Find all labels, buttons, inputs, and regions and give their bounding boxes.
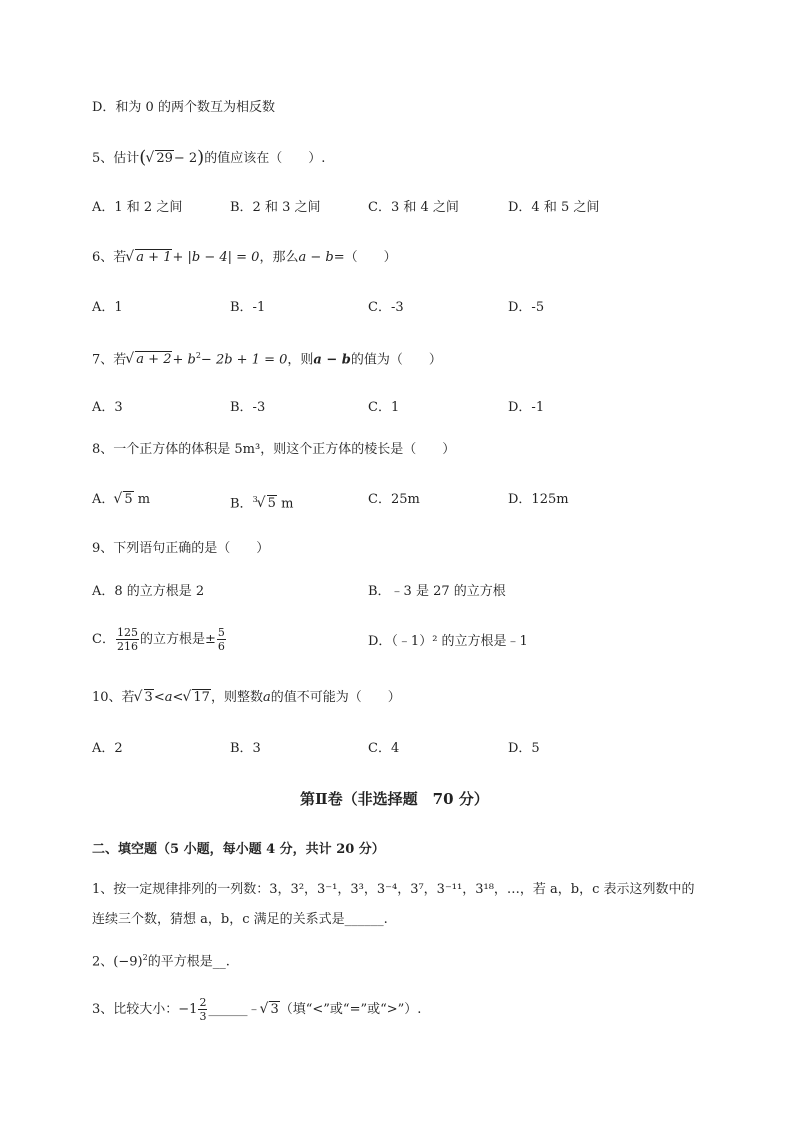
q8-option-c: C．25m <box>368 492 420 507</box>
q6-expr: a − b <box>298 250 334 265</box>
q5-option-d: D．4 和 5 之间 <box>508 200 600 215</box>
q6-option-c: C．-3 <box>368 300 404 315</box>
fill-1-line-2: 连续三个数，猜想 a，b，c 满足的关系式是______. <box>92 912 388 927</box>
f3-prefix: 3、比较大小： <box>92 1002 179 1017</box>
f3-suffix: （填“<”或“=”或“>”）. <box>279 1002 422 1017</box>
q8-b-unit: m <box>276 496 294 512</box>
q8-b-index: 3 <box>252 495 258 504</box>
q9-c-fraction2 <box>217 626 226 653</box>
q4-option-d: D．和为 0 的两个数互为相反数 <box>92 100 275 115</box>
section-2-title: 第Ⅱ卷（非选择题 70 分） <box>300 790 489 808</box>
q7-suffix: 的值为（ ） <box>350 352 442 368</box>
f2-exp: 2 <box>142 953 148 962</box>
q10-option-b: B．3 <box>230 741 261 756</box>
f3-den: 3 <box>199 1010 207 1023</box>
f3-num: 2 <box>199 996 207 1009</box>
q8-b-radicand: 5 <box>267 496 276 512</box>
f2-base: (−9) <box>113 954 143 970</box>
section-2-subtitle: 二、填空题（5 小题，每小题 4 分，共计 20 分） <box>92 842 385 857</box>
f3-fraction <box>198 996 207 1023</box>
q9-c-num2: 5 <box>217 626 225 639</box>
q6-option-b: B．-1 <box>230 300 266 315</box>
q7-rest-b: − 2b + 1 = 0 <box>200 352 288 368</box>
q9-c-den: 216 <box>116 640 138 653</box>
q8-option-a <box>92 490 150 510</box>
f3-radicand: 3 <box>270 1002 279 1017</box>
question-5 <box>92 148 325 169</box>
q5-radicand: 29 <box>156 151 173 166</box>
q7-then: ，则 <box>287 352 314 368</box>
q8-a-sqrt <box>114 490 133 510</box>
q8-b-prefix: B． <box>230 496 253 512</box>
q8-option-b <box>230 490 293 514</box>
q9-c-den2: 6 <box>217 640 225 653</box>
q7-exponent: 2 <box>195 351 201 360</box>
q6-option-d: D．-5 <box>508 300 545 315</box>
q10-suffix: ，则整数 <box>210 690 263 705</box>
f3-blank: ______ <box>208 1002 248 1017</box>
question-8: 8、一个正方体的体积是 5m³，则这个正方体的棱长是（ ） <box>92 442 456 457</box>
q10-sqrt2 <box>183 688 211 708</box>
question-9: 9、下列语句正确的是（ ） <box>92 541 270 556</box>
q10-option-a: A．2 <box>92 741 123 756</box>
q10-var: a <box>164 690 173 705</box>
q5-option-c: C．3 和 4 之间 <box>368 200 459 215</box>
question-7 <box>92 346 442 370</box>
q5-close-paren: ) <box>197 147 205 168</box>
q9-option-c <box>92 626 227 653</box>
q10-var2: a <box>262 690 271 705</box>
q5-minus-two: − 2 <box>173 151 198 166</box>
q9-c-mid: 的立方根是± <box>139 632 216 647</box>
q9-c-prefix: C． <box>92 632 115 647</box>
fill-2 <box>92 948 230 972</box>
q8-a-unit: m <box>133 492 151 507</box>
f2-suffix: 的平方根是__. <box>147 954 230 970</box>
q5-sqrt <box>146 149 174 169</box>
q8-a-radicand: 5 <box>124 492 133 507</box>
q6-sqrt <box>126 248 172 268</box>
q6-middle: + |b − 4| = 0 <box>172 250 260 265</box>
q5-open-paren: ( <box>139 147 147 168</box>
q7-rest-a: + b <box>172 352 196 368</box>
f3-sqrt <box>260 1000 279 1020</box>
q6-then: ，那么 <box>259 250 299 265</box>
q10-radicand1: 3 <box>144 690 153 705</box>
fill-1-line-1: 1、按一定规律排列的一列数：3，3²，3⁻¹，3³，3⁻⁴，3⁷，3⁻¹¹，3¹⁸，…，若 a，b，c 表示这列数中的 <box>92 882 695 897</box>
q10-prefix: 10、若 <box>92 690 135 705</box>
q9-option-b: B．﹣3 是 27 的立方根 <box>368 584 506 599</box>
q9-option-a: A．8 的立方根是 2 <box>92 584 205 599</box>
q8-b-sqrt <box>258 494 277 514</box>
q5-suffix: 的值应该在（ ）. <box>204 151 326 166</box>
q5-option-b: B．2 和 3 之间 <box>230 200 321 215</box>
f2-prefix: 2、 <box>92 954 114 970</box>
q10-option-c: C．4 <box>368 741 400 756</box>
q6-suffix: =（ ） <box>333 250 397 265</box>
q9-option-d: D．（﹣1）² 的立方根是﹣1 <box>368 634 528 649</box>
q8-a-prefix: A． <box>92 492 115 507</box>
q5-option-a: A．1 和 2 之间 <box>92 200 183 215</box>
q7-option-c: C．1 <box>368 400 400 415</box>
q9-c-fraction <box>116 626 139 653</box>
q7-prefix: 7、若 <box>92 352 127 368</box>
q10-lt1: < <box>153 690 165 705</box>
q10-sqrt1 <box>135 688 154 708</box>
q7-sqrt <box>126 350 172 370</box>
fill-3 <box>92 996 421 1023</box>
q10-radicand2: 17 <box>193 690 210 705</box>
f3-minus: ﹣ <box>247 1002 261 1017</box>
q7-option-a: A．3 <box>92 400 123 415</box>
q10-option-d: D．5 <box>508 741 540 756</box>
question-6 <box>92 248 397 268</box>
q5-prefix: 5、估计 <box>92 151 140 166</box>
q8-option-d: D．125m <box>508 492 569 507</box>
question-10 <box>92 688 401 708</box>
q10-lt2: < <box>172 690 184 705</box>
q7-option-d: D．-1 <box>508 400 545 415</box>
q6-option-a: A．1 <box>92 300 123 315</box>
q7-radicand: a + 2 <box>136 352 172 368</box>
f3-neg: −1 <box>178 1002 198 1017</box>
q6-prefix: 6、若 <box>92 250 127 265</box>
q10-suffix2: 的值不可能为（ ） <box>270 690 401 705</box>
q6-radicand: a + 1 <box>136 250 172 265</box>
q7-expr: a − b <box>313 352 351 368</box>
q9-c-num: 125 <box>116 626 138 639</box>
q7-option-b: B．-3 <box>230 400 266 415</box>
